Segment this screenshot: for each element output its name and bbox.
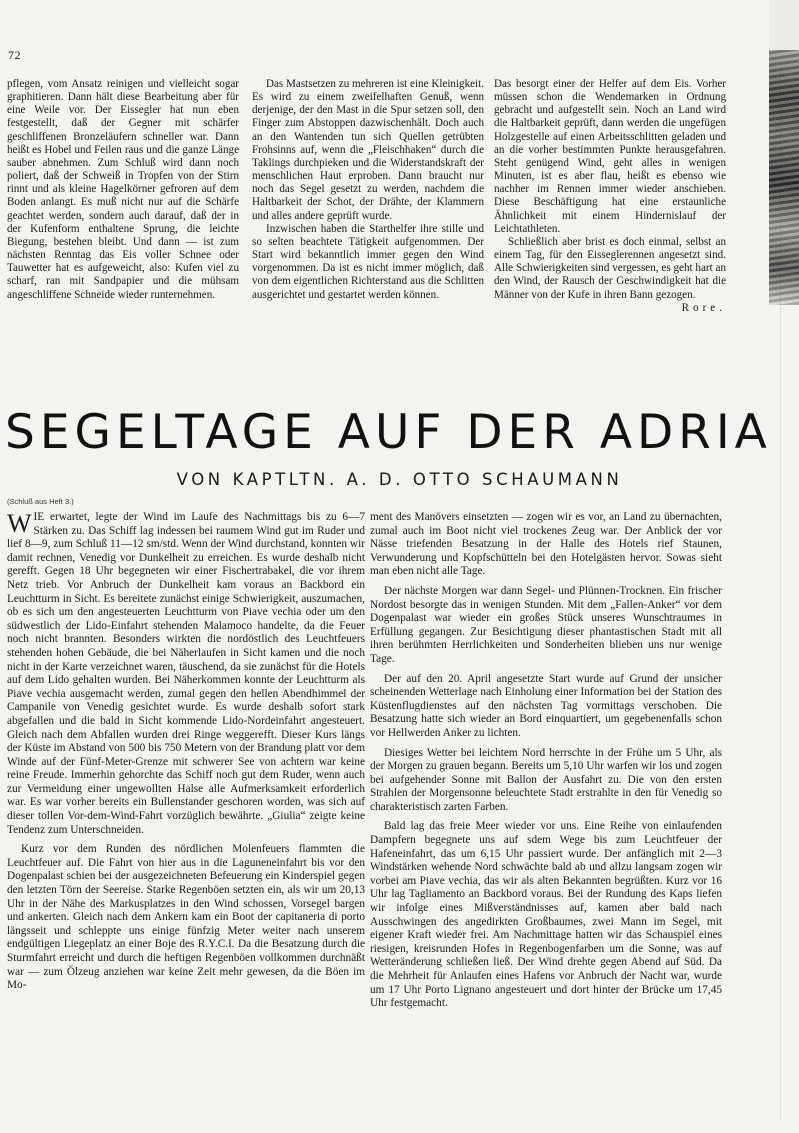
author-signature: Rore. xyxy=(681,301,726,314)
article-byline: VON KAPTLTN. A. D. OTTO SCHAUMANN xyxy=(176,470,623,489)
paragraph-text: Schließlich aber brist es doch einmal, selbst an einem Tag, für den Eisseglerennen angesetzt sind. Alle Schwierigkeiten sind vergessen, es geht hart an den Wind, der Rausch der Geschwindigkeit hat die Männer von der Kufe in ihren Bann gezogen. xyxy=(494,235,726,301)
article-column-2 xyxy=(370,511,722,1017)
article-column-1 xyxy=(7,511,365,999)
top-column-2 xyxy=(252,78,484,302)
photo-strip xyxy=(769,0,799,305)
paragraph: Der nächste Morgen war dann Segel- und Plünnen-Trocknen. Ein frischer Nordost besorgte das in wenigen Stunden. Mit dem „Fallen-Anker“ vor dem Dogenpalast war wieder ein großes Stück unseres Wunschtraumes in Erfüllung gegangen. Zur Besichtigung dieser phantastischen Stadt mit all ihren berühmten Herrlichkeiten und Sonderheiten blieben uns nur wenige Tage. xyxy=(370,584,722,665)
paragraph: Diesiges Wetter bei leichtem Nord herrschte in der Frühe um 5 Uhr, als der Morgen zu grauen begann. Bereits um 5,10 Uhr warfen wir los und zogen bei aufgehender Sonne mit Ballon der Ausfahrt zu. Die von den ersten Strahlen der Morgensonne beleuchtete Stadt erstrahlte in den für Venedig so charakteristisch zarten Farben. xyxy=(370,746,722,813)
paragraph: Bald lag das freie Meer wieder vor uns. Eine Reihe von einlaufenden Dampfern begegnete uns auf sdem Wege bis zum Leuchtfeuer der Hafeneinfahrt, das um 6,15 Uhr passiert wurde. Der anfänglich mit 2—3 Windstärken wehende Nord schwächte bald ab und allzu langsam zogen wir vorbei am Piave vechia, das wir als alten Bekannten begrüßten. Kurz vor 16 Uhr lag Tagliamento an Backbord voraus. Bei der Rundung des Kaps liefen wir infolge eines Mißverständnisses auf, kamen aber bald nach Ausschwingen des angedirkten Großbaumes, zwei Mann im Segel, mit eigener Kraft wieder frei. Am Nachmittage hatten wir das Schauspiel eines riesigen, kreisrunden Hofes in Regenbogenfarben um die Sonne, was auf Wetteränderung schließen ließ. Der Wind drehte gegen Abend auf Süd. Da die Mehrheit für Anlaufen eines Hafens vor Anbruch der Nacht war, wurde um 17 Uhr Porto Lignano angesteuert und dort hinter der Brücke um 17,45 Uhr festgemacht. xyxy=(370,820,722,1010)
page-edge-shadow xyxy=(780,60,781,1120)
paragraph xyxy=(7,511,365,837)
paragraph: ment des Manövers einsetzten — zogen wir es vor, an Land zu übernachten, zumal auch im Boot nicht viel trockenes Zeug war. Der Anblick der vor Nässe triefenden Besatzung in der Halle des Hotels rief Staunen, Verwunderung und Kopfschütteln bei den Hotelgästen hervor. Sowas sieht man eben nicht alle Tage. xyxy=(370,511,722,578)
paragraph: pflegen, vom Ansatz reinigen und vielleicht sogar graphitieren. Dann hält diese Bearbeitung aber für eine Weile vor. Der Eissegler hat nun eben festgestellt, daß der Gegner mit schärfer geschliffenen Bronzeläufern schneller war. Dann heißt es Hobel und Feilen raus und die ganze Länge sauber abnehmen. Zum Schluß wird dann noch poliert, daß der Schweiß in Tropfen von der Stirn rinnt und als kleine Hagelkörner gefroren auf dem Boden anlangt. Es muß nicht nur auf die Schärfe geachtet werden, sondern auch darauf, daß der in der Kufenform enthaltene Sprung, die leichte Biegung, bestehen bleibt. Und dann — ist zum nächsten Renntag das Eis voller Schnee oder Tauwetter hat es aufgeweicht, also: Kufen viel zu scharf, ran mit Sandpapier und die mühsam angeschliffene Schneide wieder runternehmen. xyxy=(7,78,239,301)
page-number: 72 xyxy=(8,48,21,62)
paragraph: Das Mastsetzen zu mehreren ist eine Kleinigkeit. Es wird zu einem zweifelhaften Genuß, wenn derjenige, der den Mast in die Spur setzen soll, den Finger zum Abstoppen dazwischenhält. Doch auch an den Wantenden tun sich Quellen getrübten Frohsinns auf, wenn die „Fleischhaken“ durch die Taklings durchpieken und die Widerstandskraft der menschlichen Haut erproben. Dann braucht nur noch das Segel gesetzt zu werden, nachdem die Haltbarkeit der Schot, der Drähte, der Klammern und alles andere geprüft wurde. xyxy=(252,78,484,222)
paragraph: Der auf den 20. April angesetzte Start wurde auf Grund der unsicher scheinenden Wetterlage nach Einholung einer Information bei der Station des Küstenflugdienstes auf den nächsten Tag vormittags verschoben. Die Besatzung hatte sich wieder an Bord einquartiert, um gegebenenfalls schon vor Hellwerden Anker zu lichten. xyxy=(370,672,722,739)
article-headline: SEGELTAGE AUF DER ADRIA xyxy=(5,405,772,460)
continuation-note: (Schluß aus Heft 3.) xyxy=(7,497,74,506)
top-column-3 xyxy=(494,78,726,315)
paragraph: Inzwischen haben die Starthelfer ihre stille und so selten beachtete Tätigkeit aufgenommen. Der Start wird bekanntlich immer gegen den Wind vorgenommen. Da ist es nicht immer möglich, daß von dem eigentlichen Richterstand aus die Schlitten ausgerichtet und gestartet werden können. xyxy=(252,222,484,301)
paragraph xyxy=(494,235,726,314)
drop-cap: W xyxy=(7,509,32,538)
photo-sky xyxy=(769,0,799,50)
paragraph: Das besorgt einer der Helfer auf dem Eis. Vorher müssen schon die Wendemarken in Ordnung gebracht und aufgestellt sein. Noch an Land wird die Haltbarkeit geprüft, dann werden die ungefügen Holzgestelle auf einen Arbeitsschlitten geladen und an die vorher bestimmten Punkte herausgefahren. Steht genügend Wind, geht alles in wenigen Minuten, ist es aber flau, heißt es ebenso wie nachher im Rennen immer wieder anschieben. Diese Beschäftigung hat eine erstaunliche Ähnlichkeit mit einem Hindernislauf der Leichtathleten. xyxy=(494,78,726,235)
article-body xyxy=(7,511,759,1111)
paragraph-text: IE erwartet, legte der Wind im Laufe des Nachmittags bis zu 6—7 Stärken zu. Das Schiff lag indessen bei raumem Wind gut im Ruder und lief 8—9, zum Schluß 11—12 sm/std. Wenn der Wind durchstand, konnten wir damit rechnen, Venedig vor Dunkelheit zu erreichen. Es wurde deshalb nicht gerefft. Gegen 18 Uhr begegneten wir einer Fischertrabakel, die vor ihrem Netz trieb. Vor Anbruch der Dunkelheit kam voraus an Backbord ein Leuchtturm in Sicht. Es bereitete zunächst einige Schwierigkeit, auszumachen, ob es sich um den angesteuerten Leuchtturm von Piave vechia oder um den südwestlich der Lido-Einfahrt stehenden Malamoco handelte, da die Feuer noch nicht brannten. Besonders wirkten die nordöstlich des Leuchtfeuers stehenden hohen Gebäude, die bei Näherlaufen in Sicht kamen und die noch nicht in der Karte verzeichnet waren, täuschend, da sie zunächst für die Hotels auf dem Lido gehalten wurden. Bei Näherkommen konnte der Leuchtturm als Piave vechia ausgemacht werden, zumal gegen den hellen Abendhimmel der Campanile von Venedig gesichtet wurde. Es wurde deshalb sofort stark abgefallen und die bald in Sicht kommende Lido-Nordeinfahrt angesteuert. Gleich nach dem Abfallen wurden drei Ringe weggerefft. Dieser Kurs längs der Küste im Abstand von 500 bis 750 Metern von der Brandung platt vor dem Winde auf der Fünf-Meter-Grenze mit schwerer See von achtern war keine reine Freude. Immerhin gehorchte das Schiff noch gut dem Ruder, wenn auch zur Vermeidung einer ungewollten Halse alle Aufmerksamkeit erforderlich war. Es war vorher bereits ein Bullenstander geschoren worden, was sich auf dieser tollen Vor-dem-Wind-Fahrt vorzüglich bewährte. „Giulia“ zeigte keine Tendenz zum Unterschneiden. xyxy=(7,511,365,836)
top-column-1 xyxy=(7,78,239,302)
paragraph: Kurz vor dem Runden des nördlichen Molenfeuers flammten die Leuchtfeuer auf. Die Fahrt von hier aus in die Laguneneinfahrt bis vor den Dogenpalast schien bei der ausgezeichneten Befeuerung ein Kinderspiel gegen den letzten Törn der Seereise. Starke Regenböen setzten ein, als wir um 20,13 Uhr in der Nähe des Markusplatzes in den Wind schossen, Vorsegel bargen und ankerten. Gleich nach dem Ankern kam ein Boot der capitaneria di porto längsseit und schleppte uns einige fünfzig Meter weiter nach unserem endgültigen Liegeplatz an einer Boje des R.Y.C.I. Da die Besatzung durch die Sturmfahrt erreicht und durch die heftigen Regenböen vollkommen durchnäßt war — zum Ölzeug anziehen war keine Zeit mehr gewesen, da die Böen im Mo- xyxy=(7,843,365,992)
top-article-columns xyxy=(7,78,759,360)
